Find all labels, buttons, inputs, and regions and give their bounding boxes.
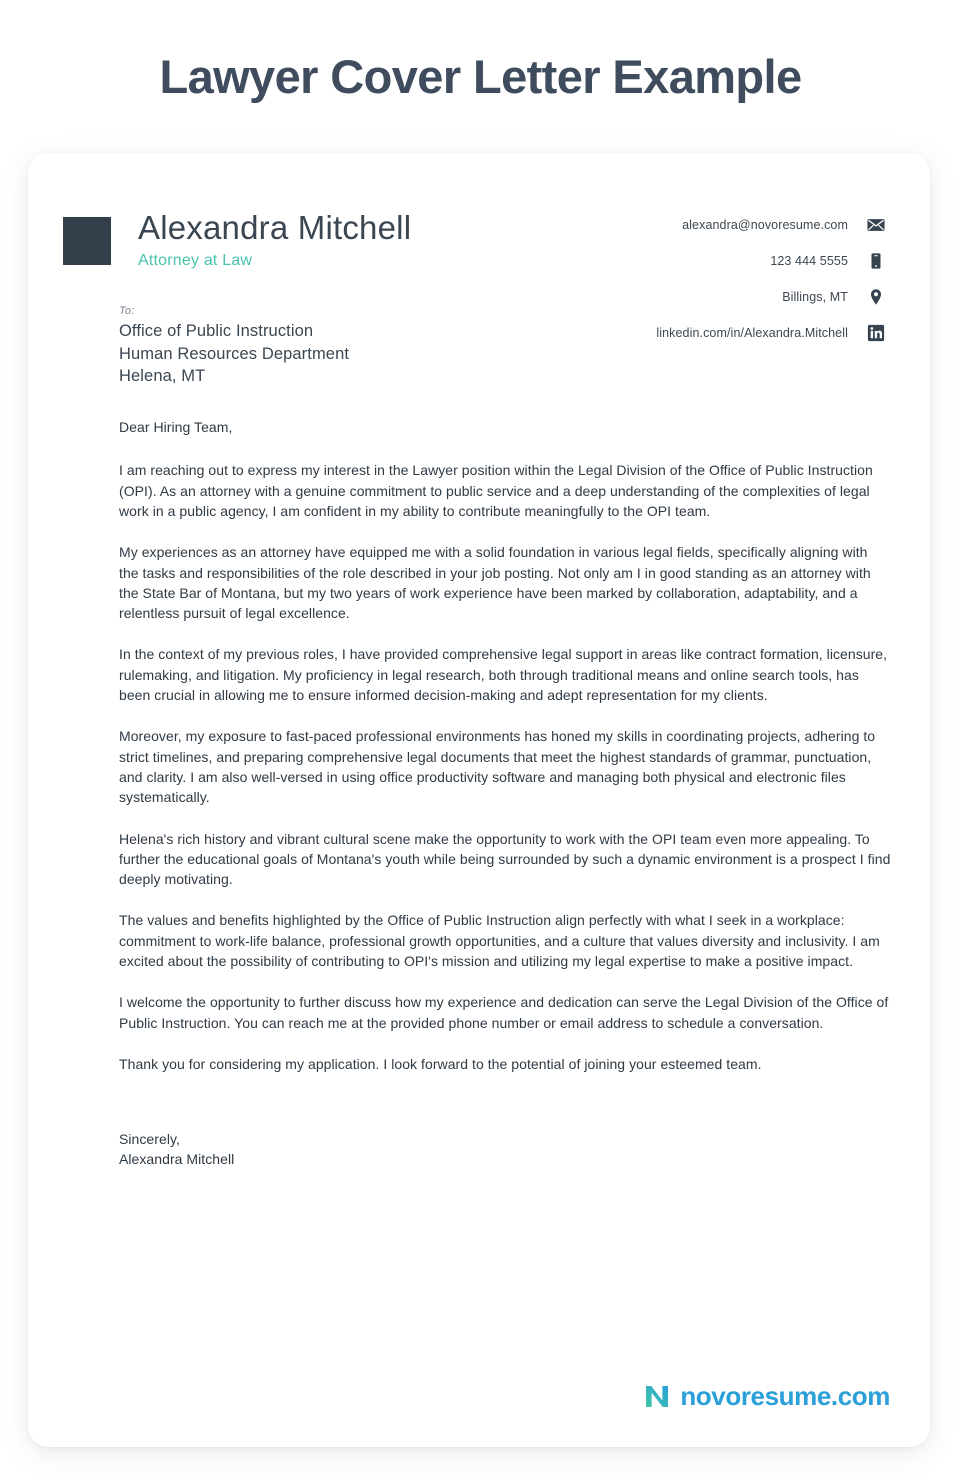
cover-letter-card — [28, 153, 930, 1447]
contact-location-text: Billings, MT — [782, 290, 848, 305]
contact-row-location[interactable] — [585, 279, 885, 315]
body-paragraph: I am reaching out to express my interest in the Lawyer position within the Legal Division of the Office of Public Instruction (OPI). As an attorney with a genuine commitment to public service and a deep understanding of the complexities of legal work in a public agency, I am confident in my ability to contribute meaningfully to the OPI team. — [119, 462, 873, 519]
contact-details — [585, 207, 885, 351]
salutation: Dear Hiring Team, — [119, 419, 233, 436]
location-pin-icon — [867, 288, 885, 306]
contact-row-phone[interactable] — [585, 243, 885, 279]
contact-row-email[interactable] — [585, 207, 885, 243]
page-title: Lawyer Cover Letter Example — [159, 50, 802, 104]
body-paragraph: I welcome the opportunity to further discuss how my experience and dedication can serve the Legal Division of the Office of Public Instruction. You can reach me at the provided phone number or email address to schedule a conversation. — [119, 994, 889, 1031]
contact-phone-text: 123 444 5555 — [770, 254, 848, 269]
letter-body — [119, 418, 891, 1169]
envelope-icon — [867, 216, 885, 234]
body-paragraph: Moreover, my exposure to fast-paced professional environments has honed my skills in coordinating projects, adhering to strict timelines, and preparing comprehensive legal documents that meet the highest standards of grammar, punctuation, and clarity. I am also well-versed in using office productivity software and managing both physical and electronic files systematically. — [119, 728, 876, 806]
linkedin-icon — [867, 324, 885, 342]
body-paragraph: In the context of my previous roles, I have provided comprehensive legal support in areas like contract formation, licensure, rulemaking, and litigation. My proficiency in legal research, both through traditional means and online search tools, has been crucial in allowing me to ensure informed decision-making and adept representation for my clients. — [119, 646, 888, 704]
sender-job-title: Attorney at Law — [138, 252, 253, 270]
recipient-block — [119, 305, 349, 387]
novoresume-logo-mark-icon — [643, 1381, 673, 1411]
signature-name: Alexandra Mitchell — [119, 1151, 235, 1168]
novoresume-logo[interactable] — [643, 1381, 890, 1411]
contact-email-text: alexandra@novoresume.com — [682, 218, 848, 233]
body-paragraph: Thank you for considering my application. I look forward to the potential of joining your esteemed team. — [119, 1055, 762, 1072]
cover-letter-card-wrapper — [28, 153, 930, 1447]
contact-linkedin-text: linkedin.com/in/Alexandra.Mitchell — [656, 326, 848, 341]
decorative-square — [63, 217, 111, 265]
body-paragraph: Helena's rich history and vibrant cultural scene make the opportunity to work with the OPI team even more appealing. To further the educational goals of Montana's youth while being surrounded by such a dynamic environment is a prospect I find deeply motivating. — [119, 830, 891, 888]
recipient-label: To: — [119, 305, 135, 318]
sender-name-text — [138, 211, 411, 270]
body-paragraph: The values and benefits highlighted by the Office of Public Instruction align perfectly with what I seek in a workplace: commitment to work-life balance, professional growth opportunities, and a culture that values diversity and inclusivity. I am excited about the possibility of contributing to OPI's mission and utilizing my legal expertise to make a positive impact. — [119, 912, 880, 969]
closing-block — [119, 1129, 891, 1170]
recipient-city: Helena, MT — [119, 367, 206, 386]
sender-name-block — [63, 211, 411, 270]
contact-row-linkedin[interactable] — [585, 315, 885, 351]
body-paragraph: My experiences as an attorney have equipped me with a solid foundation in various legal fields, specifically aligning with the tasks and responsibilities of the role described in your job posting. Not only am I in good standing as an attorney with the State Bar of Montana, but my two years of work experience have been marked by collaboration, adaptability, and a relentless pursuit of legal excellence. — [119, 544, 871, 622]
valediction: Sincerely, — [119, 1131, 180, 1148]
recipient-department: Human Resources Department — [119, 344, 350, 363]
novoresume-logo-text: novoresume.com — [680, 1381, 890, 1412]
letter-header — [28, 153, 930, 393]
recipient-organization: Office of Public Instruction — [119, 322, 314, 341]
mobile-phone-icon — [867, 252, 885, 270]
sender-full-name: Alexandra Mitchell — [138, 209, 412, 247]
